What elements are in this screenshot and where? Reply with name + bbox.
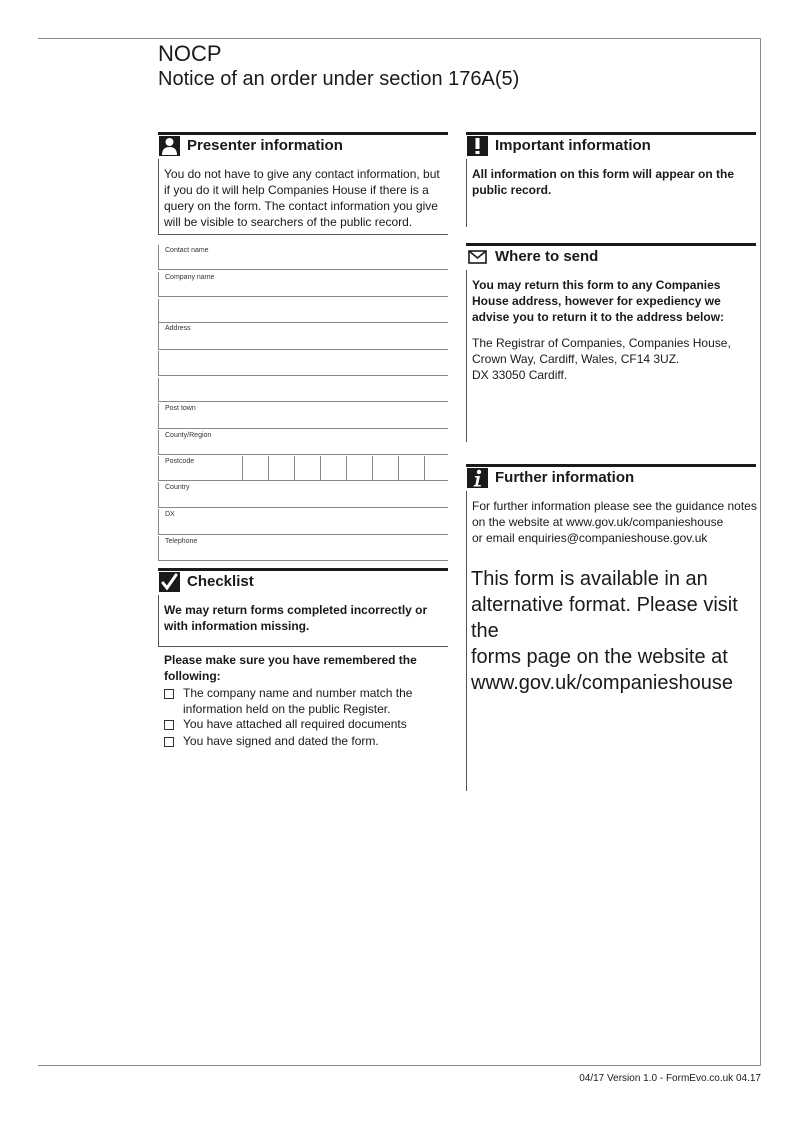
alt-format-line: alternative format. Please visit the <box>471 594 738 642</box>
postcode-char-box[interactable] <box>320 456 342 480</box>
postcode-field[interactable] <box>158 456 448 481</box>
alt-format-line: www.gov.uk/companieshouse <box>471 672 733 694</box>
checklist-heading: Checklist <box>187 573 254 590</box>
where-to-send-box <box>466 270 760 442</box>
checklist-item <box>164 685 444 717</box>
checkbox[interactable] <box>164 720 174 730</box>
checklist-item-text: You have attached all required documents <box>183 717 407 731</box>
form-title: Notice of an order under section 176A(5) <box>158 68 520 90</box>
presenter-heading: Presenter information <box>187 137 343 154</box>
registrar-address <box>467 325 760 383</box>
contact-name-label: Contact name <box>165 247 209 254</box>
important-section-header <box>466 132 756 156</box>
further-heading: Further information <box>495 469 635 486</box>
county-region-field[interactable] <box>158 430 448 455</box>
postcode-char-box[interactable] <box>268 456 290 480</box>
checklist-warning-box <box>158 595 448 647</box>
post-town-label: Post town <box>165 405 196 412</box>
postcode-char-box[interactable] <box>294 456 316 480</box>
important-box <box>466 159 758 227</box>
address-field[interactable] <box>158 323 448 350</box>
telephone-field[interactable] <box>158 536 448 561</box>
alt-format-line: forms page on the website at <box>471 646 728 668</box>
country-label: Country <box>165 484 190 491</box>
contact-name-field[interactable] <box>158 245 448 270</box>
address-label: Address <box>165 325 191 332</box>
postcode-char-box[interactable] <box>346 456 368 480</box>
address-field-line2[interactable] <box>158 351 448 376</box>
post-town-field[interactable] <box>158 403 448 429</box>
county-region-label: County/Region <box>165 432 212 439</box>
presenter-section-header <box>158 132 448 156</box>
where-to-send-section-header <box>466 243 756 267</box>
page-frame-bottom <box>38 1065 761 1066</box>
further-line: or email enquiries@companieshouse.gov.uk <box>472 531 708 545</box>
postcode-char-box[interactable] <box>242 456 264 480</box>
telephone-label: Telephone <box>165 538 198 545</box>
alt-format-notice <box>471 566 761 696</box>
important-heading: Important information <box>495 137 651 154</box>
company-name-field-line2[interactable] <box>158 299 448 323</box>
footer-version: 04/17 Version 1.0 - FormEvo.co.uk 04.17 <box>579 1073 761 1084</box>
checklist-section-header <box>158 568 448 592</box>
checkbox[interactable] <box>164 689 174 699</box>
address-line: DX 33050 Cardiff. <box>472 368 568 382</box>
important-text: All information on this form will appear on the public record. <box>472 167 735 197</box>
right-column-divider <box>466 491 467 791</box>
address-line: Crown Way, Cardiff, Wales, CF14 3UZ. <box>472 352 680 366</box>
address-line: The Registrar of Companies, Companies House, <box>472 336 731 350</box>
where-to-send-heading: Where to send <box>495 248 599 265</box>
checklist-item <box>164 733 444 749</box>
postcode-char-box[interactable] <box>398 456 420 480</box>
checklist-prompt: Please make sure you have remembered the following: <box>164 653 417 683</box>
further-line: For further information please see the guidance notes <box>472 499 757 513</box>
checklist-item-text: The company name and number match the information held on the public Register. <box>183 686 413 716</box>
postcode-char-box[interactable] <box>424 456 446 480</box>
checkmark-icon <box>159 572 180 592</box>
alt-format-line: This form is available in an <box>471 568 708 590</box>
postcode-char-box[interactable] <box>372 456 394 480</box>
company-name-label: Company name <box>165 274 215 281</box>
postcode-label: Postcode <box>165 458 195 465</box>
page-frame-right <box>760 38 761 1066</box>
exclamation-icon <box>467 136 488 156</box>
envelope-icon <box>467 247 488 267</box>
presenter-intro: You do not have to give any contact information, but if you do it will help Companies House if there is a query on the form. The contact information you give will be visible to searchers of the public record. <box>164 167 440 229</box>
form-code: NOCP <box>158 41 222 66</box>
checklist-item-text: You have signed and dated the form. <box>183 734 379 748</box>
country-field[interactable] <box>158 482 448 508</box>
further-section-header <box>466 464 756 488</box>
where-to-send-instruction: You may return this form to any Companies House address, however for expediency we advise you to return it to the address below: <box>472 278 725 324</box>
info-icon <box>467 468 488 488</box>
person-icon <box>159 136 180 156</box>
dx-field[interactable] <box>158 509 448 535</box>
address-field-line3[interactable] <box>158 378 448 402</box>
checkbox[interactable] <box>164 737 174 747</box>
page-frame-top <box>38 38 761 39</box>
checklist-item <box>164 716 444 732</box>
further-line: on the website at www.gov.uk/companieshouse <box>472 515 724 529</box>
dx-label: DX <box>165 511 175 518</box>
further-text <box>472 498 760 546</box>
checklist-warning: We may return forms completed incorrectly or with information missing. <box>164 603 428 633</box>
company-name-field[interactable] <box>158 272 448 297</box>
presenter-intro-box <box>158 159 448 235</box>
